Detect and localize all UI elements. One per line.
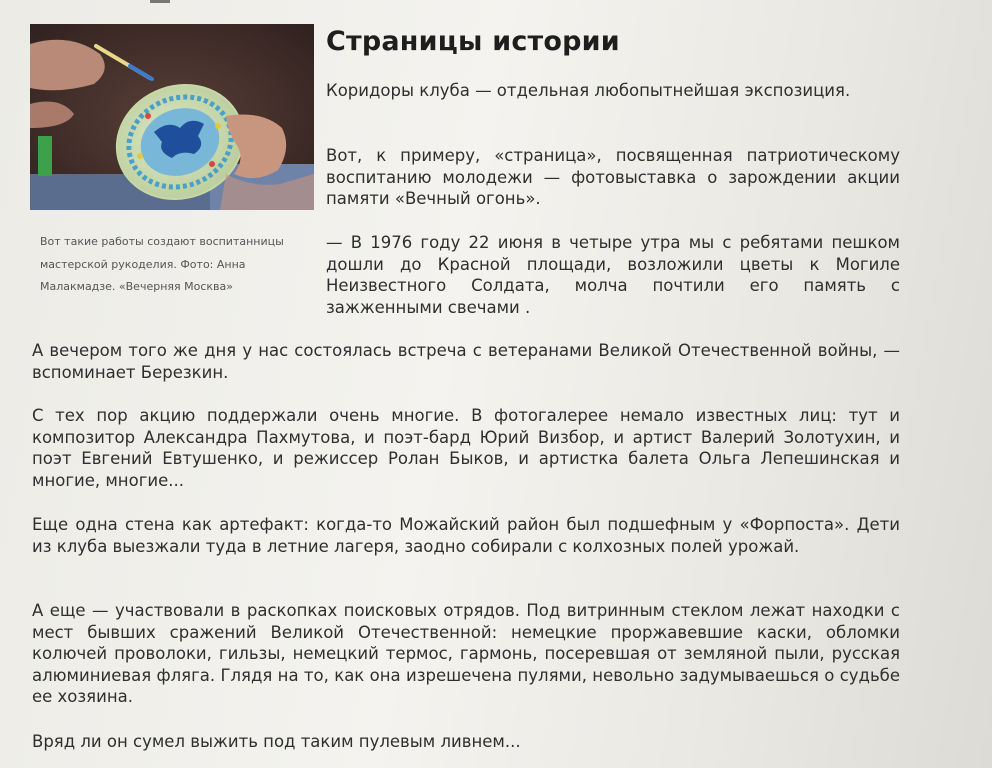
painted-egg-photo[interactable] <box>30 24 314 210</box>
top-edge-mark <box>150 0 170 3</box>
article-paragraph-7: А еще — участвовали в раскопках поисковых отрядов. Под витринным стеклом лежат находки с мест бывших сражений Великой Отечественной: немецкие проржавевшие каски, обломки колючей проволоки, гильзы, немецкий термос, гармонь, посеревшая от земляной пыли, русская алюминиевая фляга. Глядя на то, как она изрешечена пулями, невольно задумываешься о судьбе ее хозяина. <box>32 601 900 706</box>
photo-illustration <box>30 24 314 210</box>
article-paragraph-2: Вот, к примеру, «страница», посвященная патриотическому воспитанию молодежи — фотовыставка о зарождении акции памяти «Вечный огонь». <box>326 146 900 208</box>
article-paragraph-5: С тех пор акцию поддержали очень многие. В фотогалерее немало известных лиц: тут и композитор Александра Пахмутова, и поэт-бард Юрий Визбор, и артист Валерий Золотухин, и поэт Евгений Евтушенко, и режиссер Ролан Быков, и артистка балета Ольга Лепешинская и многие, многие... <box>32 406 900 490</box>
photo-caption: Вот такие работы создают воспитанницы мастерской рукоделия. Фото: Анна Малакмадзе. «Вечерняя Москва» <box>40 235 284 293</box>
article-paragraph-4: А вечером того же дня у нас состоялась встреча с ветеранами Великой Отечественной войны, — вспоминает Березкин. <box>32 341 900 382</box>
article-paragraph-6: Еще одна стена как артефакт: когда-то Можайский район был подшефным у «Форпоста». Дети из клуба выезжали туда в летние лагеря, заодно собирали с колхозных полей урожай. <box>32 515 900 556</box>
article-paragraph-1: Коридоры клуба — отдельная любопытнейшая экспозиция. <box>326 81 851 100</box>
article-paragraph-3: — В 1976 году 22 июня в четыре утра мы с ребятами пешком дошли до Красной площади, возложили цветы к Могиле Неизвестного Солдата, молча почтили его память с зажженными свечами . <box>326 233 900 317</box>
article-paragraph-8: Вряд ли он сумел выжить под таким пулевым ливнем... <box>32 732 521 751</box>
article-title: Страницы истории <box>326 26 620 57</box>
